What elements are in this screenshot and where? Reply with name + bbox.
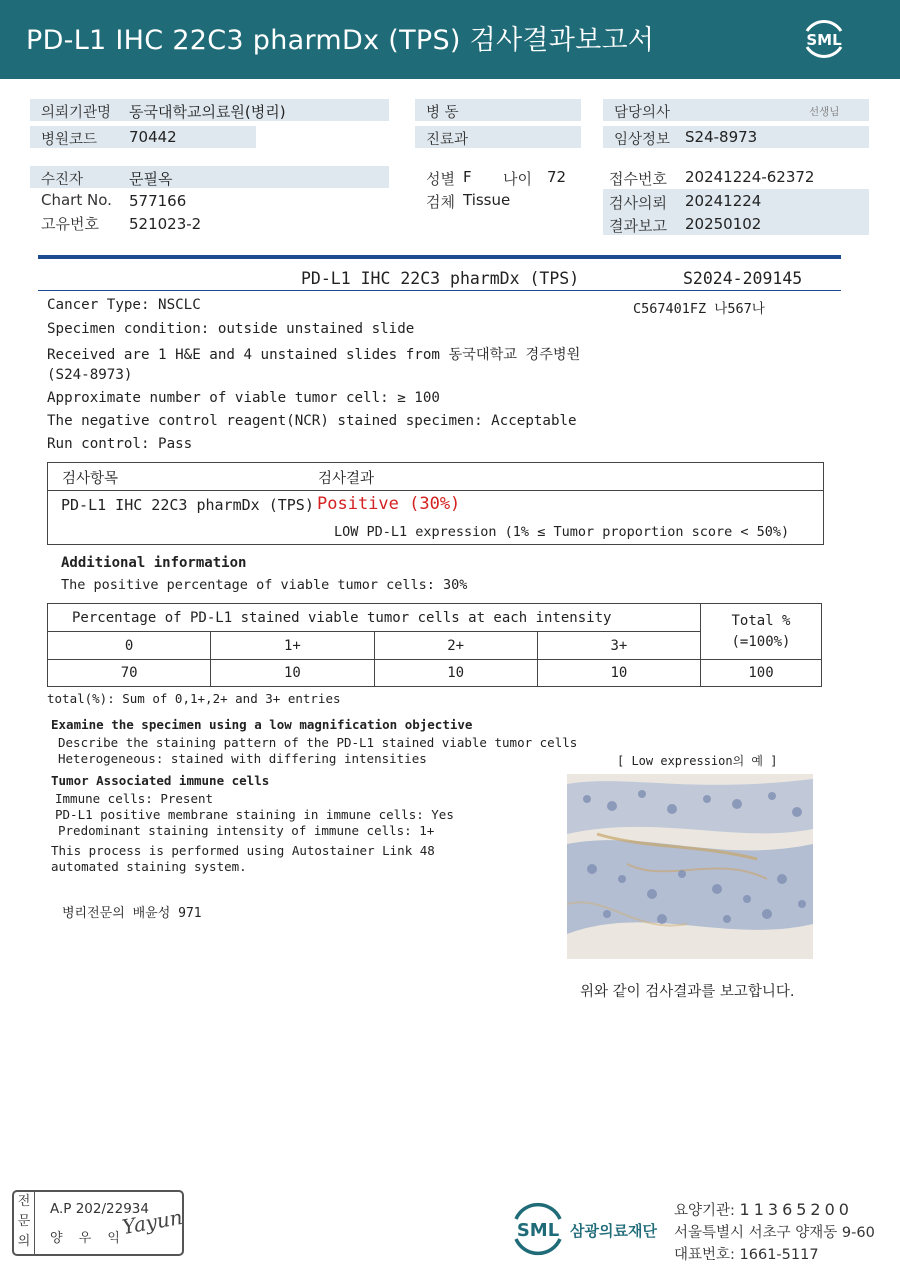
- stamp-vertical-label: [14, 1192, 35, 1254]
- report-line: Approximate number of viable tumor cell: ≥ 100: [47, 390, 440, 406]
- age-value: 72: [547, 168, 567, 186]
- id-label: 고유번호: [41, 215, 99, 233]
- report-test-title: PD-L1 IHC 22C3 pharmDx (TPS): [301, 269, 580, 288]
- examine-line: Describe the staining pattern of the PD-L1 stained viable tumor cells: [58, 735, 578, 750]
- result-table: [47, 462, 824, 545]
- result-col-result: 검사결과: [318, 471, 375, 487]
- histology-image: [567, 774, 813, 959]
- hospital-code-value: 70442: [129, 128, 177, 146]
- ward-label: 병 동: [426, 105, 459, 121]
- result-note: LOW PD-L1 expression (1% ≤ Tumor proportion score < 50%): [334, 524, 790, 540]
- specimen-value: Tissue: [463, 191, 511, 209]
- footer-sml-logo: [510, 1201, 566, 1257]
- intensity-value: 10: [211, 660, 374, 687]
- process-line: automated staining system.: [51, 859, 247, 874]
- intensity-col: 1+: [211, 632, 374, 660]
- result-value: 20250102: [685, 215, 762, 233]
- intensity-col: 0: [48, 632, 211, 660]
- report-line: (S24-8973): [47, 367, 133, 383]
- receipt-label: 접수번호: [609, 170, 667, 188]
- tumor-line: Predominant staining intensity of immune cells: 1+: [58, 823, 435, 838]
- report-header: [0, 0, 900, 79]
- result-item-name: PD-L1 IHC 22C3 pharmDx (TPS): [61, 496, 314, 514]
- total-note: total(%): Sum of 0,1+,2+ and 3+ entries: [47, 691, 341, 706]
- age-label: 나이: [503, 170, 532, 188]
- process-line: This process is performed using Autostainer Link 48: [51, 843, 435, 858]
- report-line: The negative control reagent(NCR) stained specimen: Acceptable: [47, 413, 577, 429]
- stamp-char: 의: [17, 1234, 31, 1249]
- intensity-value: 70: [48, 660, 211, 687]
- result-col-item: 검사항목: [62, 471, 119, 487]
- tumor-title: Tumor Associated immune cells: [51, 773, 270, 788]
- examine-line: Heterogeneous: stained with differing intensities: [58, 751, 427, 766]
- report-line: Run control: Pass: [47, 436, 193, 452]
- total-header: Total %: [731, 612, 791, 629]
- request-value: 20241224: [685, 192, 762, 210]
- report-number: S2024-209145: [683, 269, 803, 288]
- footer-logo-text: SML: [516, 1220, 560, 1241]
- additional-title: Additional information: [61, 555, 247, 571]
- additional-text: The positive percentage of viable tumor cells: 30%: [61, 577, 468, 593]
- brand-name: 삼광의료재단: [570, 1222, 657, 1240]
- report-sub-rule: [38, 290, 841, 291]
- institution-code: [674, 1199, 853, 1220]
- intensity-table: [47, 603, 822, 687]
- chart-value: 577166: [129, 192, 187, 210]
- specimen-label: 검체: [426, 193, 455, 211]
- request-label: 검사의뢰: [609, 194, 667, 212]
- tumor-line: PD-L1 positive membrane staining in immune cells: Yes: [55, 807, 454, 822]
- report-code: C567401FZ 나567나: [633, 301, 765, 317]
- result-positive: Positive (30%): [317, 494, 461, 514]
- stamp-char: 전: [17, 1194, 31, 1209]
- institution-code-label: 요양기관:: [674, 1203, 735, 1219]
- report-line: Received are 1 H&E and 4 unstained slides from 동국대학교 경주병원: [47, 347, 581, 363]
- total-subheader: (=100%): [731, 633, 791, 650]
- result-table-divider: [48, 490, 823, 491]
- hospital-code-label: 병원코드: [41, 132, 98, 148]
- intensity-total: 100: [701, 660, 822, 687]
- phone-label: 대표번호:: [674, 1247, 735, 1263]
- patient-row: [30, 166, 389, 188]
- chart-label: Chart No.: [41, 191, 112, 209]
- image-caption: [ Low expression의 예 ]: [617, 754, 778, 768]
- department-row: [415, 126, 581, 148]
- id-value: 521023-2: [129, 215, 202, 233]
- closing-statement: 위와 같이 검사결과를 보고합니다.: [580, 984, 795, 1000]
- report-line: Specimen condition: outside unstained slide: [47, 321, 415, 337]
- patient-value: 문필옥: [129, 170, 173, 188]
- total-header-cell: [701, 604, 822, 660]
- signature: Yayun: [120, 1204, 185, 1240]
- intensity-value: 10: [374, 660, 537, 687]
- doctor-label: 담당의사: [614, 105, 671, 121]
- institution-code-value: 11365200: [739, 1200, 853, 1219]
- sex-label: 성별: [426, 170, 455, 188]
- footer-address: 서울특별시 서초구 양재동 9-60: [674, 1225, 875, 1241]
- report-line: Cancer Type: NSCLC: [47, 297, 201, 313]
- footer-phone: [674, 1243, 819, 1264]
- ward-row: [415, 99, 581, 121]
- institution-value: 동국대학교의료원(병리): [129, 103, 286, 121]
- clinical-label: 임상정보: [614, 132, 671, 148]
- logo-text: SML: [806, 31, 842, 49]
- report-title: PD-L1 IHC 22C3 pharmDx (TPS) 검사결과보고서: [26, 25, 655, 56]
- specialist-stamp: [12, 1190, 184, 1256]
- sml-logo: [799, 13, 849, 63]
- department-label: 진료과: [426, 132, 469, 148]
- report-top-rule: [38, 255, 841, 259]
- examine-title: Examine the specimen using a low magnification objective: [51, 717, 473, 732]
- intensity-col: 2+: [374, 632, 537, 660]
- stamp-char: 문: [17, 1214, 31, 1229]
- clinical-value: S24-8973: [685, 128, 758, 146]
- intensity-value: 10: [537, 660, 700, 687]
- institution-label: 의뢰기관명: [41, 105, 112, 121]
- sex-value: F: [463, 168, 472, 186]
- stamp-line1: A.P 202/22934: [50, 1201, 149, 1217]
- phone-value: 1661-5117: [739, 1247, 819, 1263]
- intensity-header: Percentage of PD-L1 stained viable tumor cells at each intensity: [48, 604, 701, 632]
- pathologist: 병리전문의 배윤성 971: [62, 906, 202, 921]
- intensity-col: 3+: [537, 632, 700, 660]
- tumor-line: Immune cells: Present: [55, 791, 214, 806]
- receipt-value: 20241224-62372: [685, 168, 815, 186]
- doctor-suffix: 선생님: [809, 106, 840, 118]
- stamp-line2: 양 우 익: [50, 1231, 126, 1246]
- result-label: 결과보고: [609, 217, 667, 235]
- patient-label: 수진자: [41, 172, 84, 188]
